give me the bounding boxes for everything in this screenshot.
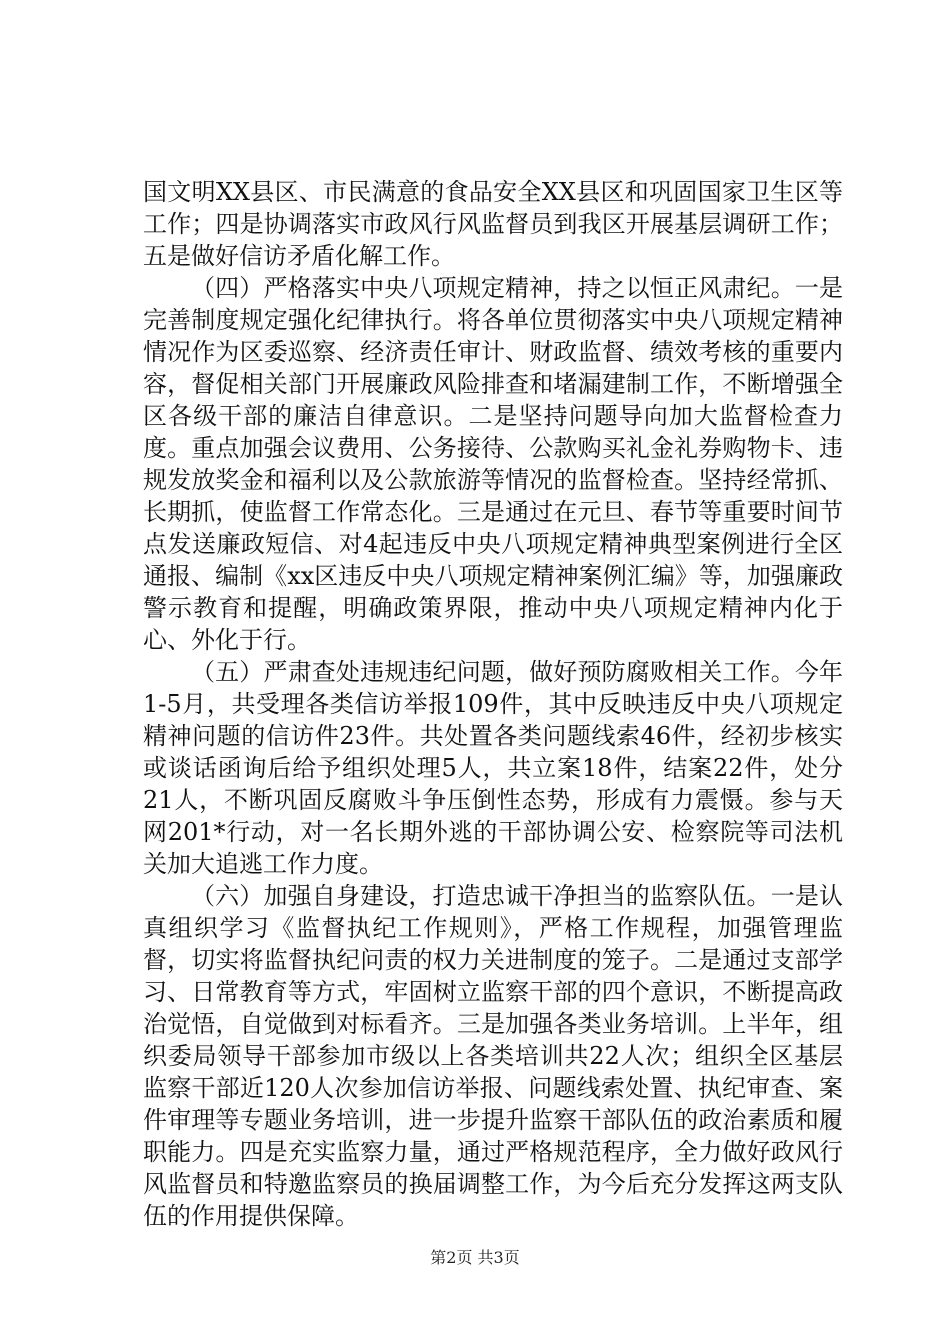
paragraph-section-4: （四）严格落实中央八项规定精神，持之以恒正风肃纪。一是完善制度规定强化纪律执行。将各单位贯彻落实中央八项规定精神情况作为区委巡察、经济责任审计、财政监督、绩效考核的重要内容，督促相关部门开展廉政风险排查和堵漏建制工作，不断增强全区各级干部的廉洁自律意识。二是坚持问题导向加大监督检查力度。重点加强会议费用、公务接待、公款购买礼金礼券购物卡、违规发放奖金和福利以及公款旅游等情况的监督检查。坚持经常抓、长期抓，使监督工作常态化。三是通过在元旦、春节等重要时间节点发送廉政短信、对4起违反中央八项规定精神典型案例进行全区通报、编制《xx区违反中央八项规定精神案例汇编》等，加强廉政警示教育和提醒，明确政策界限，推动中央八项规定精神内化于心、外化于行。 bbox=[143, 274, 843, 654]
paragraph-section-5: （五）严肃查处违规违纪问题，做好预防腐败相关工作。今年1-5月，共受理各类信访举报109件，其中反映违反中央八项规定精神问题的信访件23件。共处置各类问题线索46件，经初步核实或谈话函询后给予组织处理5人，共立案18件，结案22件，处分21人，不断巩固反腐败斗争压倒性态势，形成有力震慑。参与天网201*行动，对一名长期外逃的干部协调公安、检察院等司法机关加大追逃工作力度。 bbox=[143, 658, 843, 878]
paragraph-section-6: （六）加强自身建设，打造忠诚干净担当的监察队伍。一是认真组织学习《监督执纪工作规则》，严格工作规程，加强管理监督，切实将监督执纪问责的权力关进制度的笼子。二是通过支部学习、日常教育等方式，牢固树立监察干部的四个意识，不断提高政治觉悟，自觉做到对标看齐。三是加强各类业务培训。上半年，组织委局领导干部参加市级以上各类培训共22人次；组织全区基层监察干部近120人次参加信访举报、问题线索处置、执纪审查、案件审理等专题业务培训，进一步提升监察干部队伍的政治素质和履职能力。四是充实监察力量，通过严格规范程序，全力做好政风行风监督员和特邀监察员的换届调整工作，为今后充分发挥这两支队伍的作用提供保障。 bbox=[143, 882, 843, 1230]
paragraph-continuation: 国文明XX县区、市民满意的食品安全XX县区和巩固国家卫生区等工作；四是协调落实市政风行风监督员到我区开展基层调研工作；五是做好信访矛盾化解工作。 bbox=[143, 178, 843, 270]
document-body bbox=[143, 176, 843, 1232]
page-number-footer: 第2页 共3页 bbox=[430, 1248, 520, 1267]
